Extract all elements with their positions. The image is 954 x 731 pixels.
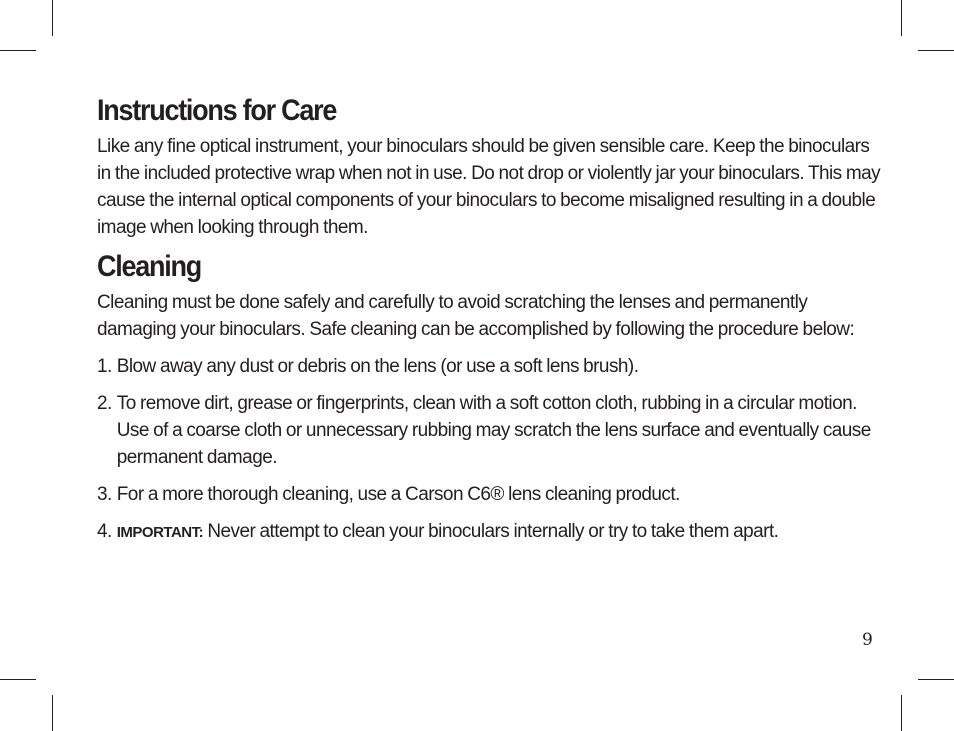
crop-mark	[0, 50, 36, 51]
cleaning-step	[97, 390, 887, 471]
important-label: IMPORTANT:	[116, 524, 204, 541]
cleaning-paragraph: Cleaning must be done safely and carefully to avoid scratching the lenses and permanently damaging your binoculars. Safe cleaning can be accomplished by following the procedure below:	[97, 292, 855, 340]
crop-mark	[52, 0, 53, 36]
cleaning-step	[97, 518, 887, 546]
page-number: 9	[862, 630, 873, 650]
step-number: 2.	[97, 393, 112, 414]
step-number: 1.	[97, 356, 112, 377]
crop-mark	[901, 695, 902, 731]
crop-mark	[901, 0, 902, 36]
cleaning-step	[97, 481, 887, 508]
cleaning-step	[97, 353, 887, 380]
step-number: 3.	[97, 484, 112, 505]
crop-mark	[0, 679, 36, 680]
step-text: To remove dirt, grease or fingerprints, clean with a soft cotton cloth, rubbing in a circular motion. Use of a coarse cloth or unnecessary rubbing may scratch the lens surface and eventually cause permanent damage.	[116, 393, 871, 468]
step-number: 4.	[97, 521, 112, 542]
important-text: Never attempt to clean your binoculars internally or try to take them apart.	[203, 521, 779, 542]
page-content	[97, 93, 887, 546]
crop-mark	[918, 679, 954, 680]
care-paragraph: Like any fine optical instrument, your binoculars should be given sensible care. Keep the binoculars in the included protective wrap when not in use. Do not drop or violently jar your binoculars. This may cause the internal optical components of your binoculars to become misaligned resulting in a double image when looking through them.	[97, 136, 881, 238]
crop-mark	[918, 50, 954, 51]
step-text: Blow away any dust or debris on the lens (or use a soft lens brush).	[116, 356, 639, 377]
cleaning-heading: Cleaning	[97, 250, 201, 283]
crop-mark	[52, 695, 53, 731]
step-text: For a more thorough cleaning, use a Carson C6® lens cleaning product.	[116, 484, 680, 505]
step-text	[117, 518, 887, 546]
care-heading: Instructions for Care	[97, 94, 337, 127]
